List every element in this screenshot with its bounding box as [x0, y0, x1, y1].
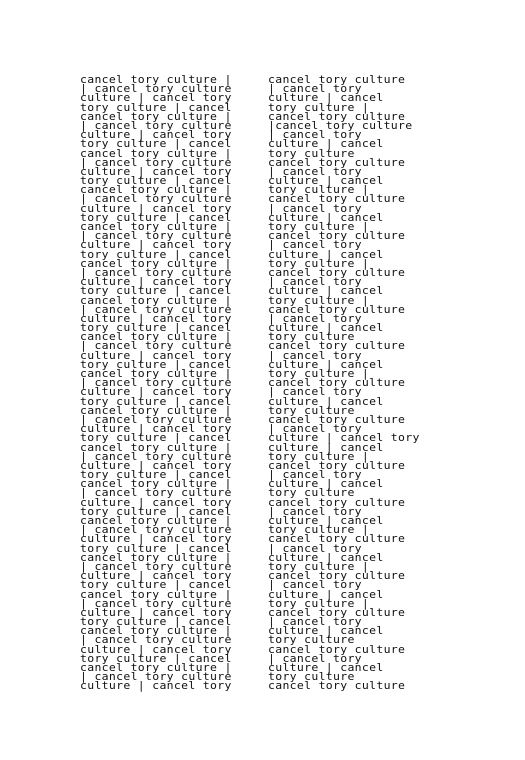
left-column-line: tory culture | cancel [80, 321, 232, 334]
left-column-line: culture | cancel tory [80, 275, 232, 289]
left-column-line: | cancel tory culture [80, 670, 232, 684]
left-column-line: | cancel tory culture [80, 413, 232, 426]
left-column-line: tory culture | cancel [80, 505, 232, 518]
left-column-line: | cancel tory culture [80, 376, 232, 390]
right-column-line: | cancel tory [268, 652, 362, 665]
right-column-line: | cancel tory [268, 238, 362, 252]
right-column-line: tory culture [268, 404, 355, 417]
right-column-line: cancel tory culture [268, 532, 406, 546]
right-column-line: | cancel tory [268, 275, 362, 289]
left-column-line: culture | cancel tory [80, 495, 232, 509]
left-column-line: | cancel tory culture [80, 339, 232, 353]
right-column-line: culture | cancel [268, 91, 384, 105]
right-column-line: | cancel tory [268, 312, 362, 325]
right-column-line: cancel tory culture [268, 569, 406, 583]
left-column-line: tory culture | cancel [80, 615, 232, 628]
right-column-line: tory culture [268, 330, 355, 344]
left-column-line: culture | cancel tory [80, 606, 232, 619]
right-column-line: culture | cancel [268, 477, 384, 491]
right-column-line: cancel tory culture [268, 642, 406, 656]
left-column-line: tory culture | cancel [80, 652, 232, 665]
right-column-line: cancel tory culture [268, 302, 406, 316]
left-column-line: cancel tory culture | [80, 257, 232, 270]
right-column-line: tory culture | [268, 449, 370, 463]
left-column-line: | cancel tory culture [80, 155, 232, 169]
left-column-line: | cancel tory culture [80, 560, 232, 573]
right-column-line: culture | cancel [268, 587, 384, 601]
left-column-line: culture | cancel tory [80, 679, 232, 693]
right-column-line: cancel tory culture [268, 339, 406, 353]
right-column-line: tory culture | [268, 560, 370, 573]
text-grid [80, 73, 452, 693]
right-column-line: | cancel tory [268, 468, 362, 481]
right-column-line: cancel tory culture [268, 155, 406, 169]
right-column-line: cancel tory culture [268, 192, 406, 206]
right-column-line: cancel tory culture [268, 73, 406, 86]
right-column-line: culture | cancel [268, 321, 384, 334]
right-column-line: | cancel tory [268, 348, 362, 362]
left-column-line: cancel tory culture | [80, 146, 232, 160]
left-column-line: | cancel tory culture [80, 449, 232, 463]
left-column-line: | cancel tory culture [80, 633, 232, 647]
right-column-line: cancel tory culture [268, 266, 406, 279]
left-column-line: culture | cancel tory [80, 91, 232, 105]
left-column-line: culture | cancel tory [80, 532, 232, 546]
left-column-line: tory culture | cancel [80, 578, 232, 592]
right-column-line: culture | cancel [268, 514, 384, 527]
left-column-line: cancel tory culture | [80, 293, 232, 307]
right-column-line: culture | cancel [268, 284, 384, 298]
left-column-line: cancel tory culture | [80, 477, 232, 491]
right-column-line: | cancel tory [268, 615, 362, 628]
right-column-line: tory culture | [268, 596, 370, 610]
left-column-line: culture | cancel tory [80, 165, 232, 178]
right-column-line: cancel tory culture [268, 459, 406, 472]
right-column-line: culture | cancel [268, 661, 384, 674]
left-column-line: culture | cancel tory [80, 348, 232, 362]
left-column-line: tory culture | cancel [80, 284, 232, 298]
left-column-line: culture | cancel tory [80, 238, 232, 252]
left-column-line: | cancel tory culture [80, 486, 232, 500]
left-column-line: cancel tory culture | [80, 514, 232, 527]
left-column-line: | cancel tory culture [80, 82, 232, 96]
right-column-line: | cancel tory [268, 385, 362, 399]
right-column-line: cancel tory culture [268, 376, 406, 390]
left-column-line: culture | cancel tory [80, 385, 232, 399]
right-column-line: tory culture | [268, 100, 370, 114]
right-column-line: culture | cancel [268, 137, 384, 151]
left-column-line: culture | cancel tory [80, 312, 232, 325]
right-column-line: tory culture [268, 486, 355, 500]
right-column-line: tory culture | [268, 293, 370, 307]
left-column-line: | cancel tory culture [80, 192, 232, 206]
left-column-line: cancel tory culture | [80, 367, 232, 380]
right-column-line: cancel tory culture [268, 606, 406, 619]
left-column-line: | cancel tory culture [80, 119, 232, 132]
left-column-line: | cancel tory culture [80, 523, 232, 537]
left-column-line: cancel tory culture | [80, 551, 232, 564]
right-column-line: | cancel tory [268, 505, 362, 518]
left-column-line: cancel tory culture | [80, 73, 232, 86]
left-column-line: culture | cancel tory [80, 642, 232, 656]
right-column-line: |cancel tory culture [268, 119, 413, 132]
right-column-line: culture | cancel [268, 247, 384, 261]
right-column-line: tory culture [268, 633, 355, 647]
right-column-line: culture | cancel [268, 394, 384, 408]
left-column-line: tory culture | cancel [80, 358, 232, 371]
left-column-line: tory culture | cancel [80, 137, 232, 151]
right-column-line: tory culture [268, 146, 355, 160]
left-column-line: cancel tory culture | [80, 587, 232, 601]
left-column-line: culture | cancel tory [80, 201, 232, 215]
right-column-line: cancel tory culture [268, 495, 406, 509]
left-column-line: culture | cancel tory [80, 128, 232, 142]
right-column-line: culture | cancel [268, 624, 384, 638]
left-column-line: cancel tory culture | [80, 624, 232, 638]
left-column-line: | cancel tory culture [80, 266, 232, 279]
left-column-line: | cancel tory culture [80, 302, 232, 316]
left-column-line: tory culture | cancel [80, 100, 232, 114]
right-column-line: | cancel tory [268, 578, 362, 592]
right-column-line: cancel tory culture [268, 679, 406, 693]
right-column-line: culture | cancel [268, 440, 384, 454]
right-column-line: | cancel tory [268, 128, 362, 142]
right-column-line: | cancel tory [268, 82, 362, 96]
left-column-line: tory culture | cancel [80, 431, 232, 445]
right-column-line: tory culture | [268, 367, 370, 380]
left-column-line: cancel tory culture | [80, 330, 232, 344]
left-column-line: culture | cancel tory [80, 569, 232, 583]
left-column-line: tory culture | cancel [80, 394, 232, 408]
right-column-line: culture | cancel [268, 174, 384, 187]
right-column-line: culture | cancel [268, 358, 384, 371]
right-column-line: culture | cancel [268, 551, 384, 564]
left-column-line: cancel tory culture | [80, 661, 232, 674]
right-column-line: | cancel tory [268, 201, 362, 215]
left-column-line: cancel tory culture | [80, 220, 232, 233]
right-column-line: | cancel tory [268, 541, 362, 555]
left-column-line: culture | cancel tory [80, 459, 232, 472]
left-column-line: | cancel tory culture [80, 596, 232, 610]
right-column-line: tory culture [268, 670, 355, 684]
right-column-line: culture | cancel [268, 211, 384, 224]
right-column-line: tory culture | [268, 183, 370, 197]
right-column-line: cancel tory culture [268, 413, 406, 426]
left-column-line: tory culture | cancel [80, 468, 232, 481]
left-column-line: tory culture | cancel [80, 174, 232, 187]
left-column-line: culture | cancel tory [80, 422, 232, 436]
left-column-line: tory culture | cancel [80, 211, 232, 224]
left-column-line: cancel tory culture | [80, 110, 232, 123]
right-column-line: tory culture | [268, 523, 370, 537]
right-column-line: cancel tory culture [268, 229, 406, 243]
left-column-line: tory culture | cancel [80, 541, 232, 555]
right-column-line: culture | cancel tory [268, 431, 420, 445]
left-column-line: | cancel tory culture [80, 229, 232, 243]
right-column-line: tory culture | [268, 257, 370, 270]
right-column-line: | cancel tory [268, 422, 362, 436]
right-column-line: | cancel tory [268, 165, 362, 178]
right-column-line: tory culture | [268, 220, 370, 233]
left-column-line: tory culture | cancel [80, 247, 232, 261]
left-column-line: cancel tory culture | [80, 440, 232, 454]
right-column-line: cancel tory culture [268, 110, 406, 123]
left-column-line: cancel tory culture | [80, 183, 232, 197]
left-column-line: cancel tory culture | [80, 404, 232, 417]
